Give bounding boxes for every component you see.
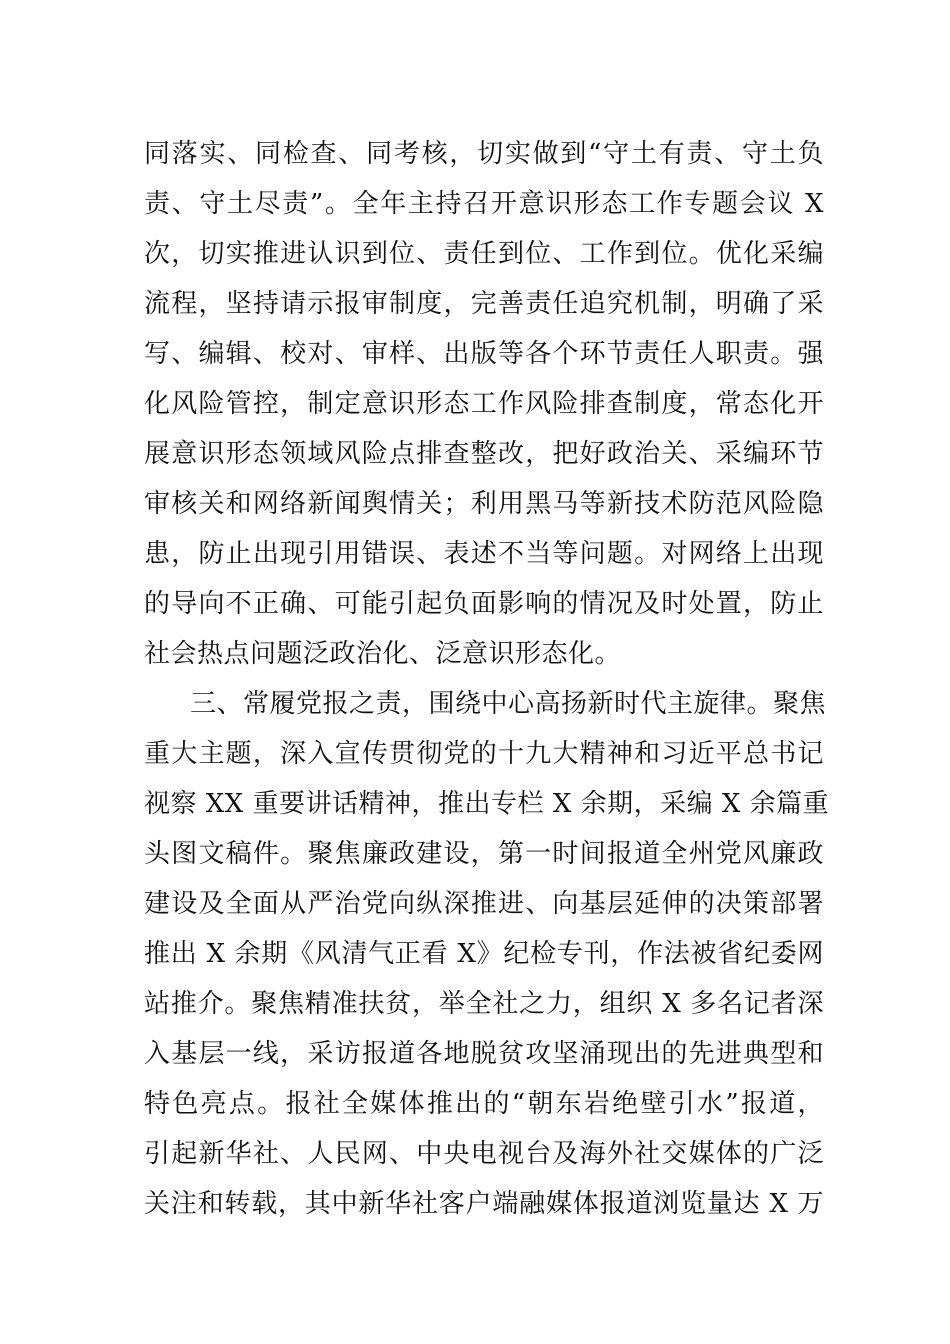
text-line: 入基层一线，采访报道各地脱贫攻坚涌现出的先进典型和 <box>144 1039 824 1069</box>
text-line: 责、守土尽责”。全年主持召开意识形态工作专题会议 X <box>144 189 824 219</box>
text-line: 视察 XX 重要讲话精神，推出专栏 X 余期，采编 X 余篇重 <box>144 789 830 819</box>
text-line: 次，切实推进认识到位、责任到位、工作到位。优化采编 <box>144 239 824 269</box>
text-line: 站推介。聚焦精准扶贫，举全社之力，组织 X 多名记者深 <box>144 989 824 1019</box>
text-line: 的导向不正确、可能引起负面影响的情况及时处置，防止 <box>144 589 824 619</box>
text-line: 流程，坚持请示报审制度，完善责任追究机制，明确了采 <box>144 289 824 319</box>
text-line: 患，防止出现引用错误、表述不当等问题。对网络上出现 <box>144 539 824 569</box>
text-line: 重大主题，深入宣传贯彻党的十九大精神和习近平总书记 <box>144 739 824 769</box>
text-line: 建设及全面从严治党向纵深推进、向基层延伸的决策部署 <box>144 889 824 919</box>
text-line: 特色亮点。报社全媒体推出的“朝东岩绝壁引水”报道， <box>144 1089 824 1119</box>
text-line: 引起新华社、人民网、中央电视台及海外社交媒体的广泛 <box>144 1139 824 1169</box>
text-line: 头图文稿件。聚焦廉政建设，第一时间报道全州党风廉政 <box>144 839 824 869</box>
text-line: 写、编辑、校对、审样、出版等各个环节责任人职责。强 <box>144 339 824 369</box>
text-line: 社会热点问题泛政治化、泛意识形态化。 <box>144 639 622 669</box>
text-line: 审核关和网络新闻舆情关；利用黑马等新技术防范风险隐 <box>144 489 824 519</box>
section-heading-line: 三、常履党报之责，围绕中心高扬新时代主旋律。聚焦 <box>190 689 827 719</box>
text-line: 推出 X 余期《风清气正看 X》纪检专刊，作法被省纪委网 <box>144 939 824 969</box>
text-line: 同落实、同检查、同考核，切实做到“守土有责、守土负 <box>144 139 824 169</box>
text-line: 化风险管控，制定意识形态工作风险排查制度，常态化开 <box>144 389 824 419</box>
text-line: 展意识形态领域风险点排查整改，把好政治关、采编环节 <box>144 439 824 469</box>
text-line: 关注和转载，其中新华社客户端融媒体报道浏览量达 X 万 <box>144 1189 824 1219</box>
